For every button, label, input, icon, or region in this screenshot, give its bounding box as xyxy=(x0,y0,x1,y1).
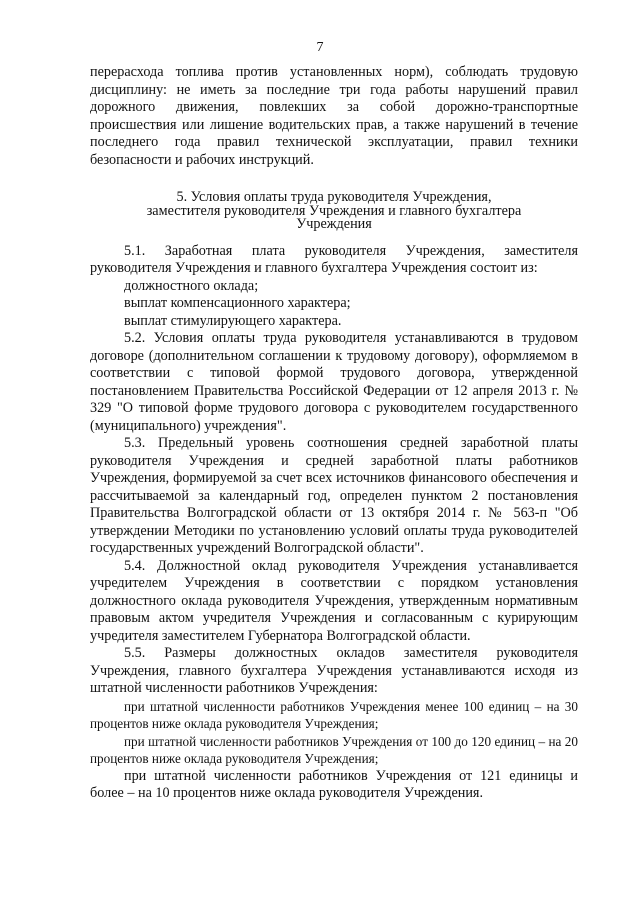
paragraph-5-5-a: при штатной численности работников Учреждения менее 100 единиц – на 30 процентов ниже оклада руководителя Учреждения; xyxy=(90,698,578,731)
paragraph-5-5: 5.5. Размеры должностных окладов заместителя руководителя Учреждения, главного бухгалтера Учреждения устанавливаются исходя из штатной численности работников Учреждения: xyxy=(90,645,578,696)
list-item: должностного оклада; xyxy=(124,277,259,294)
paragraph-5-3: 5.3. Предельный уровень соотношения средней заработной платы руководителя Учреждения и средней заработной платы работников Учреждения, формируемой за счет всех источников финансового обеспечения и рассчитываемой за календарный год, определен пунктом 2 постановления Правительства Волгоградской области от 13 октября 2014 г. № 563-п "Об утверждении Методики по установлению условий оплаты труда руководителей государственных учреждений Волгоградской области". xyxy=(90,435,578,556)
page-number: 7 xyxy=(316,40,324,55)
paragraph-5-1: 5.1. Заработная плата руководителя Учреждения, заместителя руководителя Учреждения и главного бухгалтера Учреждения состоит из: xyxy=(90,242,578,276)
section-heading-line-3: Учреждения xyxy=(296,216,372,232)
paragraph-5-5-c: при штатной численности работников Учреждения от 121 единицы и более – на 10 процентов ниже оклада руководителя Учреждения. xyxy=(90,767,578,801)
paragraph-5-4: 5.4. Должностной оклад руководителя Учреждения устанавливается учредителем Учреждения в соответствии с порядком установления должностного оклада руководителя Учреждения, утвержденным нормативным правовым актом учредителя Учреждения и согласованным с курирующим учредителя заместителем Губернатора Волгоградской области. xyxy=(90,557,578,644)
list-item: выплат стимулирующего характера. xyxy=(124,312,342,329)
paragraph-5-5-b: при штатной численности работников Учреждения от 100 до 120 единиц – на 20 процентов ниже оклада руководителя Учреждения; xyxy=(90,733,578,766)
paragraph-5-2: 5.2. Условия оплаты труда руководителя устанавливаются в трудовом договоре (дополнительном соглашении к трудовому договору), оформляемом в соответствии с типовой формой трудового договора, утвержденной постановлением Правительства Российской Федерации от 12 апреля 2013 г. № 329 "О типовой форме трудового договора с руководителем государственного (муниципального) учреждения". xyxy=(90,330,578,434)
paragraph-intro: перерасхода топлива против установленных норм), соблюдать трудовую дисциплину: не иметь за последние три года работы нарушений правил дорожного движения, повлекших за собой дорожно-транспортные происшествия или лишение водительских прав, а также нарушений в течение последнего года правил технической эксплуатации, правил техники безопасности и рабочих инструкций. xyxy=(90,64,578,168)
section-heading-line-2: заместителя руководителя Учреждения и главного бухгалтера xyxy=(146,202,522,219)
document-body xyxy=(90,64,578,803)
list-item: выплат компенсационного характера; xyxy=(124,295,351,311)
section-heading-line-1: 5. Условия оплаты труда руководителя Учреждения, xyxy=(176,189,492,205)
